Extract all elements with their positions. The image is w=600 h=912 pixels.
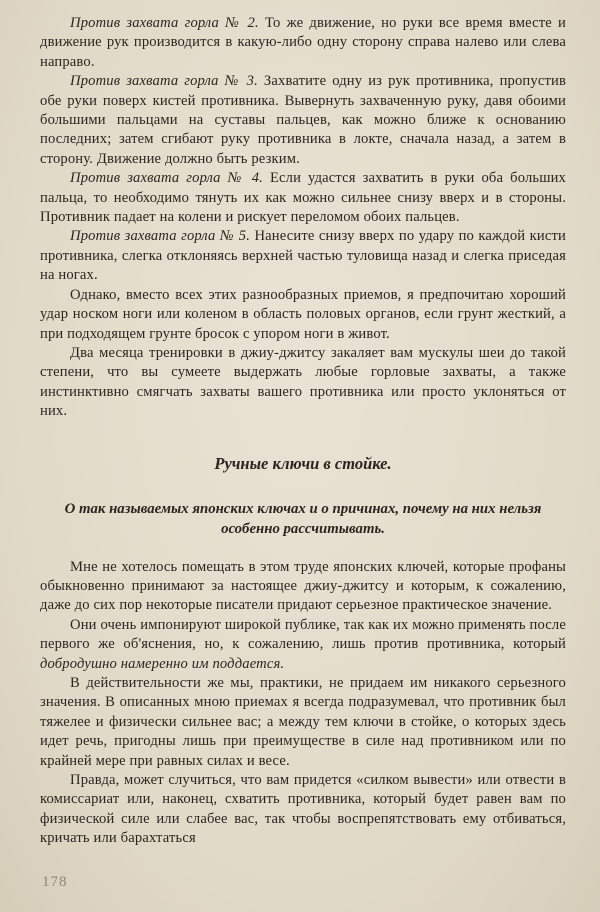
paragraph-text: То же движение, но руки все время вместе и движение рук производится в какую-либо одну сторону справа налево или слева направо.: [40, 15, 567, 70]
paragraph-text: Если удастся захватить в руки оба больших пальца, то необходимо тянуть их как можно сильнее снизу вверх и в стороны. Противник падает на колени и рискует переломом обоих пальцев.: [40, 170, 566, 226]
paragraph-training: [40, 344, 566, 422]
paragraph-impress-public: [40, 616, 566, 674]
paragraph-grip-5: [40, 227, 566, 285]
page-number: 178: [42, 874, 68, 890]
paragraph-lead: Против захвата горла № 2.: [70, 15, 259, 31]
paragraph-reality: В действительности же мы, практики, не придаем им никакого серьезного значения. В описанных мною приемах я всегда подразумевал, что противник был тяжелее и физически сильнее вас; а между тем ключи в стойке, о которых здесь идет речь, пригодны лишь при преимуществе в силе над противником или по крайней мере при равных силах и весе.: [40, 674, 566, 769]
section-title: Ручные ключи в стойке.: [214, 453, 392, 473]
paragraph-text: Они очень импонируют широкой публике, так как их можно применять после первого же об'яснения, но, к сожалению, лишь против противника, который: [40, 616, 566, 653]
paragraph-text: Нанесите снизу вверх по удару по каждой кисти противника, слегка отклоняясь верхней частью туловища назад и слегка приседая на ногах.: [40, 228, 566, 284]
paragraph-grip-4: [40, 169, 566, 227]
paragraph-lead: Против захвата горла № 3.: [70, 73, 258, 90]
paragraph-forced-escort: Правда, может случиться, что вам придется «силком вывести» или отвести в комиссариат или, наконец, схватить противника, который будет равен вам по физической силе или слабее вас, так чтобы воспрепятствовать ему отбиваться, кричать или барахтаться: [40, 772, 566, 847]
emphasized-text: добродушно намеренно им поддается.: [40, 655, 285, 672]
subsection-title: О так называемых японских ключах и о причинах, почему на них нельзя особенно рассчитывать.: [64, 500, 542, 537]
paragraph-text: Однако, вместо всех этих разнообразных приемов, я предпочитаю хороший удар носком ноги или коленом в область половых органов, если грунт жесткий, а при подходящем грунте бросок с упором ноги в живот.: [40, 286, 566, 342]
paragraph-text: Два месяца тренировки в джиу-джитсу закаляет вам мускулы шеи до такой степени, что вы сумеете выдержать любые горловые захваты, а также инстинктивно смягчать захваты вашего противника или просто уклоняться от них.: [40, 344, 566, 420]
paragraph-preference: [40, 286, 566, 344]
paragraph-text: Захватите одну из рук противника, пропустив обе руки поверх кистей противника. Вывернуть захваченную руку, давя обоими большими пальцами на суставы пальцев, как можно ближе к основанию последних; затем сгибают руку противника в локте, сначала назад, а затем в сторону. Движение должно быть резким.: [40, 73, 566, 167]
paragraph-grip-2: [40, 14, 566, 72]
paragraph-japanese-keys: Мне не хотелось помещать в этом труде японских ключей, которые профаны обыкновенно принимают за настоящее джиу-джитсу и которым, к сожалению, даже до сих пор некоторые писатели придают серьезное практическое значение.: [40, 558, 566, 614]
paragraph-lead: Против захвата горла № 4.: [70, 170, 263, 187]
paragraph-grip-3: [40, 72, 566, 169]
paragraph-lead: Против захвата горла № 5.: [70, 228, 251, 245]
